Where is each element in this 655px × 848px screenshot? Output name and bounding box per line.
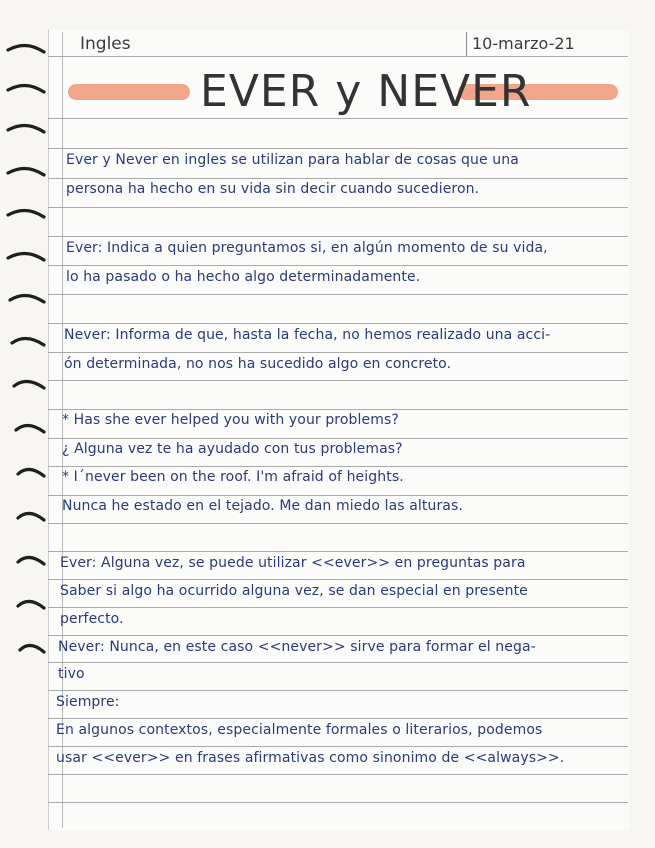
spiral-ring <box>8 210 44 217</box>
note-line: * Has she ever helped you with your problems? <box>62 412 399 428</box>
ruled-line <box>48 690 628 691</box>
spiral-ring <box>8 125 44 132</box>
spiral-ring <box>16 425 44 432</box>
note-line: Never: Nunca, en este caso <<never>> sirve para formar el nega- <box>58 639 536 655</box>
page-title: EVER y NEVER <box>200 66 532 117</box>
ruled-line <box>48 746 628 747</box>
ruled-line <box>48 774 628 775</box>
highlighter-stroke-left <box>68 84 190 100</box>
spiral-ring <box>8 85 44 92</box>
subject-label: Ingles <box>80 34 131 54</box>
spiral-ring <box>8 45 44 52</box>
note-line: Never: Informa de que, hasta la fecha, no hemos realizado una acci- <box>64 327 551 343</box>
note-line: Ever: Indica a quien preguntamos si, en algún momento de su vida, <box>66 240 548 256</box>
note-line: lo ha pasado o ha hecho algo determinadamente. <box>66 269 421 285</box>
ruled-line <box>48 265 628 266</box>
ruled-line <box>48 118 628 119</box>
note-line: ¿ Alguna vez te ha ayudado con tus problemas? <box>62 441 403 457</box>
ruled-line <box>48 579 628 580</box>
spiral-ring <box>14 381 44 388</box>
ruled-line <box>48 635 628 636</box>
spiral-ring <box>18 469 44 476</box>
ruled-line <box>48 178 628 179</box>
ruled-line <box>48 607 628 608</box>
note-line: ón determinada, no nos ha sucedido algo en concreto. <box>64 356 452 372</box>
spiral-ring <box>12 338 44 345</box>
note-line: tivo <box>58 666 85 682</box>
ruled-line <box>48 323 628 324</box>
ruled-line <box>48 148 628 149</box>
paper-sheet <box>48 30 629 830</box>
spiral-ring <box>18 513 44 520</box>
note-line: usar <<ever>> en frases afirmativas como sinonimo de <<always>>. <box>56 750 565 766</box>
ruled-line <box>48 495 628 496</box>
note-line: Saber si algo ha ocurrido alguna vez, se dan especial en presente <box>60 583 528 599</box>
spiral-ring <box>20 645 44 652</box>
spiral-ring <box>8 253 44 260</box>
ruled-line <box>48 236 628 237</box>
note-line: perfecto. <box>60 611 124 627</box>
note-line: En algunos contextos, especialmente formales o literarios, podemos <box>56 722 543 738</box>
ruled-line <box>48 409 628 410</box>
note-line: persona ha hecho en su vida sin decir cuando sucedieron. <box>66 181 480 197</box>
spiral-ring <box>18 601 44 608</box>
ruled-line <box>48 438 628 439</box>
ruled-line <box>48 551 628 552</box>
spiral-ring <box>8 168 44 175</box>
ruled-line <box>48 466 628 467</box>
ruled-line <box>48 718 628 719</box>
note-line: Ever y Never en ingles se utilizan para hablar de cosas que una <box>66 152 519 168</box>
date-separator <box>466 32 467 56</box>
ruled-line <box>48 56 628 57</box>
ruled-line <box>48 802 628 803</box>
ruled-line <box>48 207 628 208</box>
ruled-line <box>48 523 628 524</box>
ruled-line <box>48 352 628 353</box>
note-line: * I´never been on the roof. I'm afraid of heights. <box>62 469 404 485</box>
note-line: Siempre: <box>56 694 120 710</box>
ruled-line <box>48 380 628 381</box>
date-label: 10-marzo-21 <box>472 34 575 53</box>
note-line: Ever: Alguna vez, se puede utilizar <<ever>> en preguntas para <box>60 555 526 571</box>
note-line: Nunca he estado en el tejado. Me dan miedo las alturas. <box>62 498 463 514</box>
spiral-binding <box>0 0 52 848</box>
spiral-ring <box>18 557 44 564</box>
spiral-ring <box>10 295 44 302</box>
ruled-line <box>48 662 628 663</box>
ruled-line <box>48 294 628 295</box>
